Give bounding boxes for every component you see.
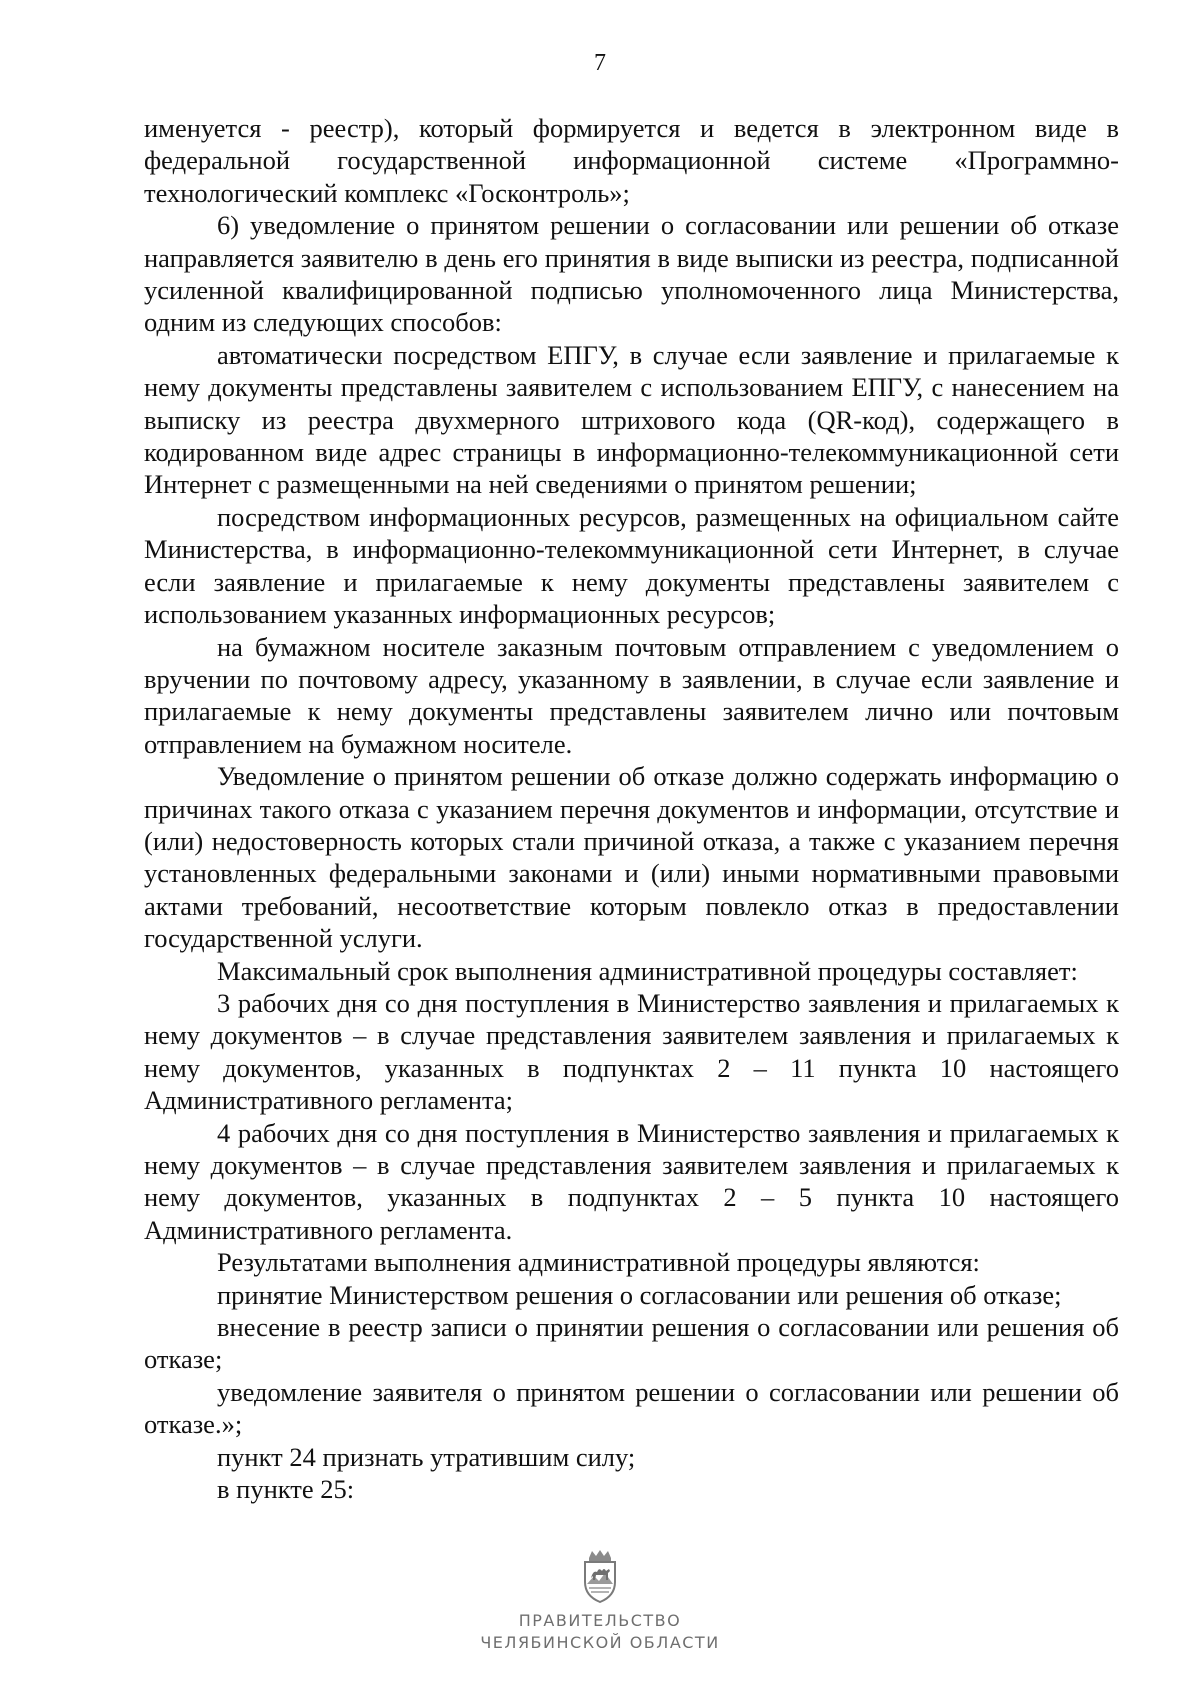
paragraph: 4 рабочих дня со дня поступления в Министерство заявления и прилагаемых к нему документов – в случае представления заявителем заявления и прилагаемых к нему документов, указанных в подпунктах 2 – 5 пункта 10 настоящего Административного регламента. (144, 1117, 1119, 1245)
paragraph: 6) уведомление о принятом решении о согласовании или решении об отказе направляется заявителю в день его принятия в виде выписки из реестра, подписанной усиленной квалифицированной подписью уполномоченного лица Министерства, одним из следующих способов: (144, 210, 1119, 338)
paragraph: на бумажном носителе заказным почтовым отправлением с уведомлением о вручении по почтовому адресу, указанному в заявлении, в случае если заявление и прилагаемые к нему документы представлены заявителем лично или почтовым отправлением на бумажном носителе. (144, 631, 1119, 759)
paragraph: внесение в реестр записи о принятии решения о согласовании или решения об отказе; (144, 1312, 1119, 1375)
stamp-line-government: ПРАВИТЕЛЬСТВО (518, 1611, 682, 1630)
government-stamp (0, 1548, 1200, 1654)
paragraph: Результатами выполнения административной процедуры являются: (217, 1247, 980, 1278)
paragraph: в пункте 25: (217, 1474, 355, 1505)
paragraph: принятие Министерством решения о согласовании или решения об отказе; (217, 1279, 1062, 1310)
paragraph: автоматически посредством ЕПГУ, в случае если заявление и прилагаемые к нему документы представлены заявителем с использованием ЕПГУ, с нанесением на выписку из реестра двухмерного штрихового кода (QR-код), содержащего в кодированном виде адрес страницы в информационно-телекоммуникационной сети Интернет с размещенными на ней сведениями о принятом решении; (144, 339, 1119, 500)
paragraph: Максимальный срок выполнения административной процедуры составляет: (217, 955, 1078, 986)
paragraph: уведомление заявителя о принятом решении о согласовании или решении об отказе.»; (144, 1376, 1119, 1440)
document-body (144, 112, 1119, 1505)
stamp-line-region: ЧЕЛЯБИНСКОЙ ОБЛАСТИ (480, 1633, 720, 1652)
paragraph: именуется - реестр), который формируется и ведется в электронном виде в федеральной государственной информационной системе «Программно-технологический комплекс «Госконтроль»; (144, 113, 1119, 208)
paragraph: посредством информационных ресурсов, размещенных на официальном сайте Министерства, в информационно-телекоммуникационной сети Интернет, в случае если заявление и прилагаемые к нему документы представлены заявителем с использованием указанных информационных ресурсов; (144, 501, 1119, 630)
paragraph: пункт 24 признать утратившим силу; (217, 1441, 636, 1472)
page-number: 7 (594, 50, 606, 76)
coat-of-arms-icon (577, 1548, 623, 1604)
paragraph: 3 рабочих дня со дня поступления в Министерство заявления и прилагаемых к нему документов – в случае представления заявителем заявления и прилагаемых к нему документов, указанных в подпунктах 2 – 11 пункта 10 настоящего Административного регламента; (144, 987, 1119, 1116)
paragraph: Уведомление о принятом решении об отказе должно содержать информацию о причинах такого отказа с указанием перечня документов и информации, отсутствие и (или) недостоверность которых стали причиной отказа, а также с указанием перечня установленных федеральными законами и (или) иными нормативными правовыми актами требований, несоответствие которым повлекло отказ в предоставлении государственной услуги. (144, 761, 1119, 954)
